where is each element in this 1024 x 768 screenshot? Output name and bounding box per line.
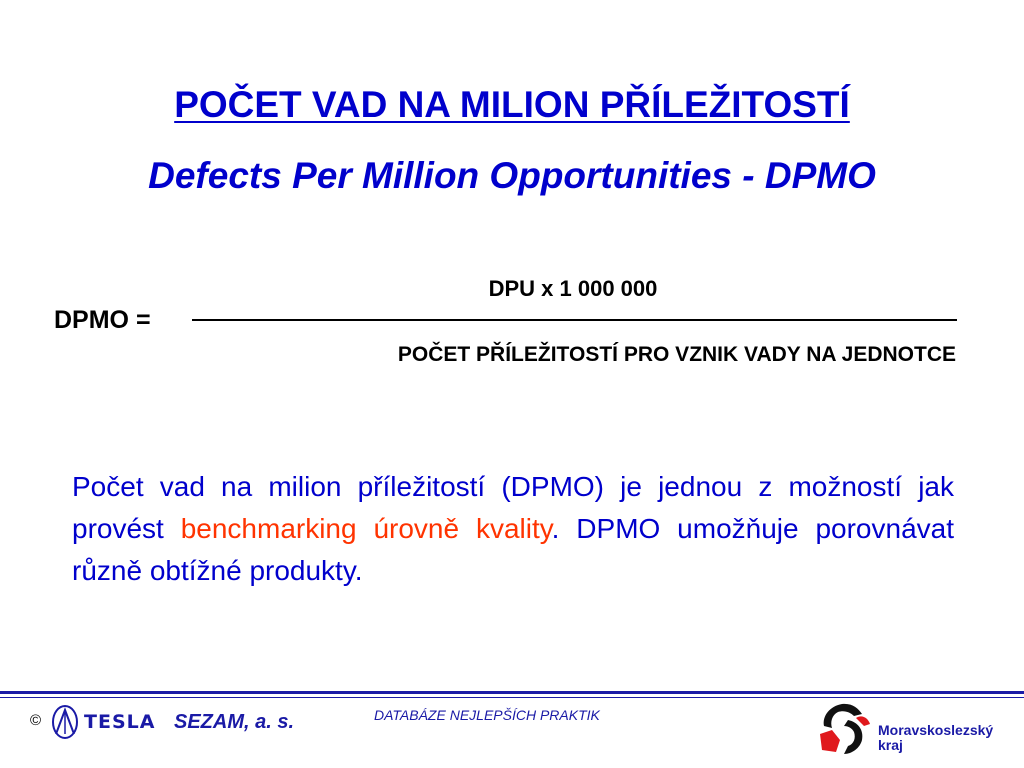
footer-divider-thin xyxy=(0,697,1024,698)
description-paragraph xyxy=(72,466,954,592)
footer-center-text: DATABÁZE NEJLEPŠÍCH PRAKTIK xyxy=(374,707,600,723)
tesla-logo-icon xyxy=(50,704,80,740)
company-brand: TESLA xyxy=(84,711,156,733)
slide-title: POČET VAD NA MILION PŘÍLEŽITOSTÍ xyxy=(174,84,850,125)
region-name-line-1: Moravskoslezský xyxy=(878,722,994,738)
footer-divider xyxy=(0,691,1024,694)
company-suffix: SEZAM, a. s. xyxy=(174,711,295,733)
moravskoslezsky-kraj-logo-icon xyxy=(818,700,876,756)
region-name xyxy=(878,723,993,753)
slide-subtitle: Defects Per Million Opportunities - DPMO xyxy=(148,155,876,196)
fraction-line xyxy=(192,319,957,321)
paragraph-text-2: . DPMO umožňuje porovnávat různě obtížné produkty. xyxy=(72,513,954,586)
paragraph-highlight: benchmarking úrovně kvality xyxy=(180,513,552,544)
formula-numerator: DPU x 1 000 000 xyxy=(488,276,658,301)
formula-lhs: DPMO = xyxy=(54,306,151,334)
region-name-line-2: kraj xyxy=(878,737,903,753)
copyright-symbol: © xyxy=(30,712,42,729)
paragraph-text-1: Počet vad na milion příležitostí (DPMO) je jednou z možností jak provést xyxy=(72,471,954,544)
formula-denominator: POČET PŘÍLEŽITOSTÍ PRO VZNIK VADY NA JEDNOTCE xyxy=(397,343,956,366)
